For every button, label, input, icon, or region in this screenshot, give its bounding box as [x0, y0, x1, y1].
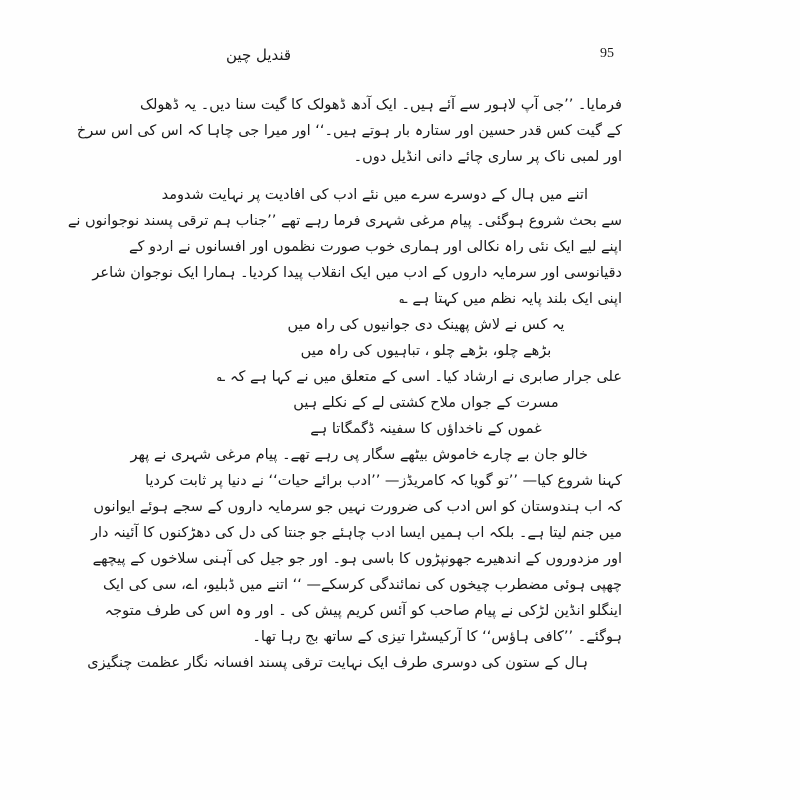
verse-line: علی جرار صابری نے ارشاد کیا۔ اسی کے متعلق میں نے کہا ہے کہ ؎: [216, 369, 622, 385]
verse-line: غموں کے ناخداؤں کا سفینہ ڈگمگاتا ہے: [310, 421, 542, 437]
text-line: چھپی ہوئی مضطرب چیخوں کی نمائندگی کرسکے— ‘‘ اتنے میں ڈبلیو، اے، سی کی ایک: [102, 577, 622, 593]
text-line: اتنے میں ہال کے دوسرے سرے میں نئے ادب کی افادیت پر نہایت شدومد: [161, 187, 588, 203]
text-line: اینگلو انڈین لڑکی نے پیام صاحب کو آئس کریم پیش کی ۔ اور وہ اس کی طرف متوجہ: [104, 603, 622, 619]
text-line: اپنی ایک بلند پایہ نظم میں کہتا ہے ؎: [399, 291, 622, 307]
verse-line: مسرت کے جواں ملاح کشتی لے کے نکلے ہیں: [293, 395, 559, 411]
text-line: اور لمبی ناک پر ساری چائے دانی انڈیل دوں۔: [353, 149, 622, 165]
text-line: کہنا شروع کیا— ’’تو گویا کہ کامریڈز— ’’ادب برائے حیات‘‘ نے دنیا پر ثابت کردیا: [145, 473, 622, 489]
text-line: کہ اب ہندوستان کو اس ادب کی ضرورت نہیں جو سرمایہ داروں کے سجے ہوئے ایوانوں: [93, 499, 622, 515]
text-line: سے بحث شروع ہوگئی۔ پیام مرغی شہری فرما رہے تھے ’’جناب ہم ترقی پسند نوجوانوں نے: [67, 213, 622, 229]
body-text: [67, 92, 622, 676]
running-title: قندیل چین: [226, 46, 292, 64]
text-line: ہوگئے۔ ’’کافی ہاؤس‘‘ کا آرکیسٹرا تیزی کے ساتھ بج رہا تھا۔: [252, 629, 622, 645]
verse-line: یہ کس نے لاش پھینک دی جوانیوں کی راہ میں: [287, 317, 565, 333]
text-line: فرمایا۔ ’’جی آپ لاہور سے آئے ہیں۔ ایک آدھ ڈھولک کا گیت سنا دیں۔ یہ ڈھولک: [140, 97, 622, 113]
text-line: میں جنم لیتا ہے۔ بلکہ اب ہمیں ایسا ادب چاہئے جو جنتا کی دل کی دھڑکنوں کا آئینہ دار: [90, 525, 622, 541]
text-line: کے گیت کس قدر حسین اور ستارہ بار ہوتے ہیں۔‘‘ اور میرا جی چاہا کہ اس کی اس سرخ: [76, 123, 622, 139]
page-number: 95: [600, 46, 614, 61]
text-line: دقیانوسی اور سرمایہ داروں کے ادب میں ایک انقلاب پیدا کردیا۔ ہمارا ایک نوجوان شاعر: [92, 265, 622, 281]
text-line: خالو جان بے چارے خاموش بیٹھے سگار پی رہے تھے۔ پیام مرغی شہری نے پھر: [130, 447, 588, 463]
text-line: ہال کے ستون کی دوسری طرف ایک نہایت ترقی پسند افسانہ نگار عظمت چنگیزی: [87, 655, 588, 671]
verse-line: بڑھے چلو، بڑھے چلو ، تباہیوں کی راہ میں: [300, 343, 552, 359]
text-line: اپنے لیے ایک نئی راہ نکالی اور ہماری خوب صورت نظموں اور افسانوں نے اردو کے: [128, 239, 622, 255]
text-line: اور مزدوروں کے اندھیرے جھونپڑوں کا باسی ہو۔ اور جو جیل کی آہنی سلاخوں کے پیچھے: [92, 551, 622, 567]
